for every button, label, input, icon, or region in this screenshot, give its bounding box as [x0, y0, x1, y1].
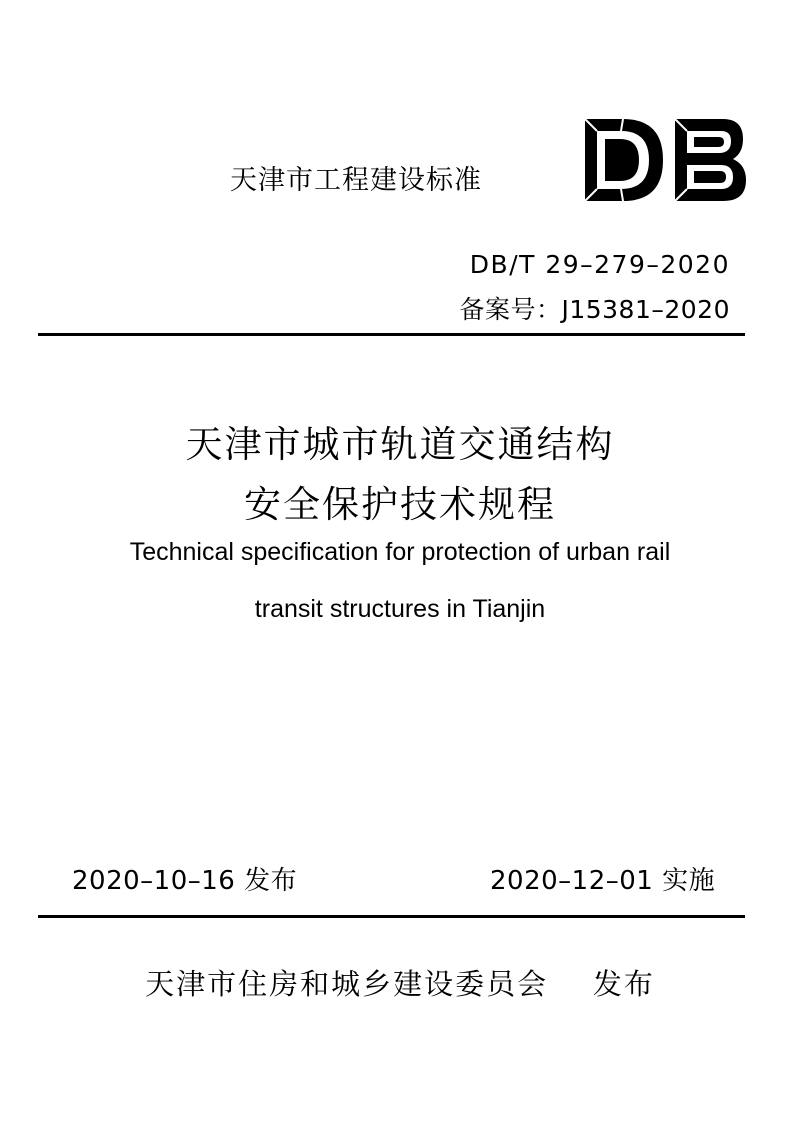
series-title: 天津市工程建设标准: [230, 165, 482, 196]
publish-date: 2020–10–16 发布: [72, 866, 298, 896]
logo-letter-d: [585, 119, 663, 201]
english-title-line-1: Technical specification for protection of urban rail: [129, 538, 671, 566]
top-divider: [38, 333, 745, 336]
standard-code: DB/T 29–279–2020: [469, 250, 730, 279]
chinese-title-line-1: 天津市城市轨道交通结构: [185, 423, 615, 466]
logo-letter-b: [675, 119, 746, 201]
bottom-divider: [38, 915, 745, 918]
record-number: 备案号：J15381–2020: [459, 295, 730, 324]
implement-date: 2020–12–01 实施: [490, 866, 716, 896]
english-title-line-2: transit structures in Tianjin: [254, 595, 546, 623]
db-logo: [583, 117, 748, 203]
chinese-title-line-2: 安全保护技术规程: [244, 483, 556, 526]
publisher: 天津市住房和城乡建设委员会 发布: [145, 967, 655, 1001]
